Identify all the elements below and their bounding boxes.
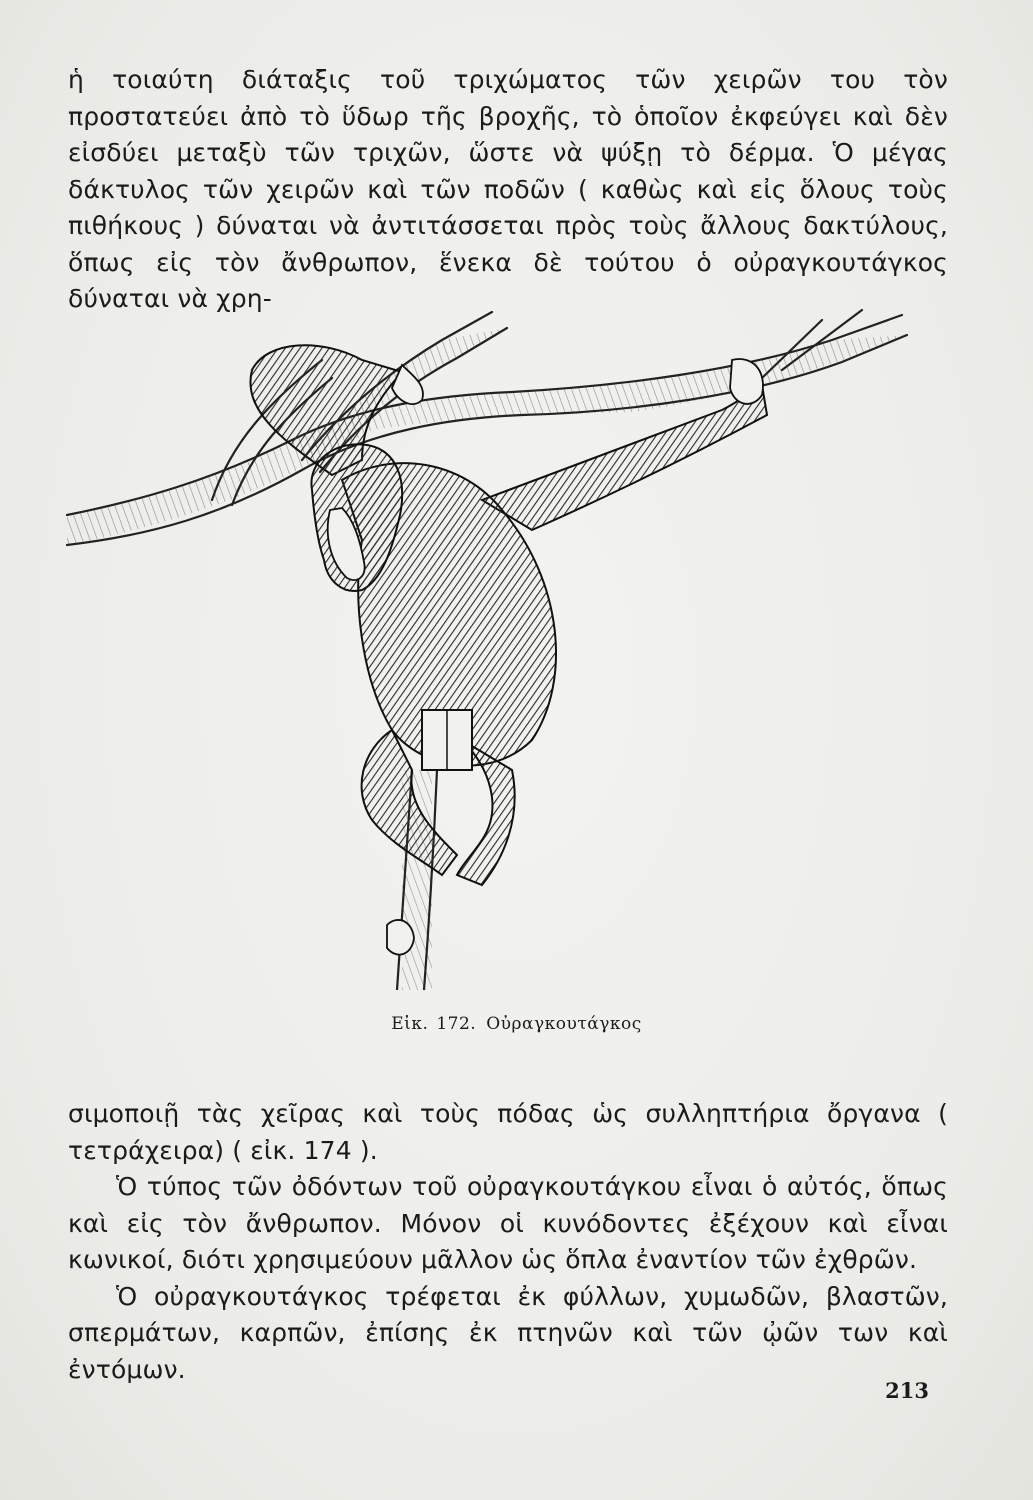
orangutan-illustration bbox=[62, 300, 922, 1000]
paragraph-2: Ὁ τύπος τῶν ὀδόντων τοῦ οὐραγκουτάγκου εἶναι ὁ αὐτός, ὅπως καὶ εἰς τὸν ἄνθρωπον. Μόνον οἱ κυνόδοντες ἐξέχουν καὶ εἶναι κωνικοί, διότι χρησιμεύουν μᾶλλον ὡς ὅπλα ἐναντίον τῶν ἐχθρῶν. bbox=[68, 1172, 948, 1274]
caption-prefix: Εἰκ. bbox=[391, 1014, 429, 1034]
paragraph-1: σιμοποιῇ τὰς χεῖρας καὶ τοὺς πόδας ὡς συλληπτήρια ὄργανα ( τετράχειρα) ( εἰκ. 174 ). bbox=[68, 1099, 948, 1165]
top-paragraph: ἡ τοιαύτη διάταξις τοῦ τριχώματος τῶν χειρῶν του τὸν προστατεύει ἀπὸ τὸ ὕδωρ τῆς βροχῆς, τὸ ὁποῖον ἐκφεύγει καὶ δὲν εἰσδύει μεταξὺ τῶν τριχῶν, ὥστε νὰ ψύξῃ τὸ δέρμα. Ὁ μέγας δάκτυλος τῶν χειρῶν καὶ τῶν ποδῶν ( καθὼς καὶ εἰς ὅλους τοὺς πιθήκους ) δύναται νὰ ἀντιτάσσεται πρὸς τοὺς ἄλλους δακτύλους, ὅπως εἰς τὸν ἄνθρωπον, ἕνεκα δὲ τούτου ὁ οὐραγκουτάγκος δύναται νὰ χρη- bbox=[68, 65, 948, 313]
orangutan-body-drawing bbox=[250, 345, 767, 954]
figure-caption bbox=[0, 1014, 1033, 1034]
page-number: 213 bbox=[885, 1378, 929, 1403]
caption-number: 172. bbox=[436, 1014, 477, 1034]
bottom-text-block bbox=[68, 1096, 948, 1388]
caption-title: Οὐραγκουτάγκος bbox=[486, 1014, 642, 1034]
top-text-block bbox=[68, 62, 948, 318]
paragraph-3: Ὁ οὐραγκουτάγκος τρέφεται ἐκ φύλλων, χυμωδῶν, βλαστῶν, σπερμάτων, καρπῶν, ἐπίσης ἐκ πτηνῶν καὶ τῶν ᾠῶν των καὶ ἐντόμων. bbox=[68, 1281, 948, 1384]
